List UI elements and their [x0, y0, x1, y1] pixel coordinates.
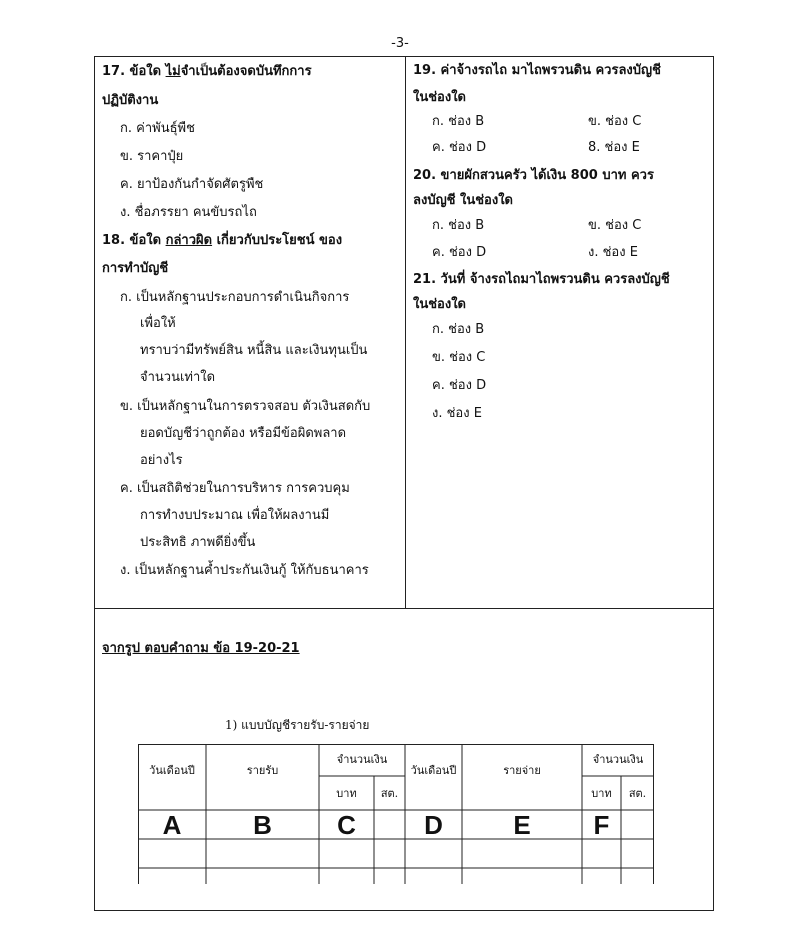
q19-choice-d: 8. ช่อง E [588, 140, 640, 155]
column-divider [405, 56, 406, 608]
q18-choice-b-line3: อย่างไร [140, 453, 183, 468]
q18-choice-c-line1: ค. เป็นสถิติช่วยในการบริหาร การควบคุม [120, 481, 350, 496]
header-date-income: วันเดือนปี [149, 764, 195, 777]
q18-stem-part: เกี่ยวกับประโยชน์ ของ [212, 233, 343, 248]
q17-choice-d: ง. ชื่อภรรยา คนขับรถไถ [120, 205, 257, 220]
q18-choice-d-line1: ง. เป็นหลักฐานค้ำประกันเงินกู้ ให้กับธนาคาร [120, 563, 369, 578]
q17-stem-part: จำเป็นต้องจดบันทึกการ [180, 64, 312, 79]
q19-stem-line1: 19. ค่าจ้างรถไถ มาไถพรวนดิน ควรลงบัญชี [413, 63, 661, 78]
q18-choice-b-line2: ยอดบัญชีว่าถูกต้อง หรือมีข้อผิดพลาด [140, 426, 347, 441]
header-amount-expense: จำนวนเงิน [592, 753, 644, 766]
q20-stem-line2: ลงบัญชี ในช่องใด [413, 193, 513, 208]
q17-stem-part: 17. ข้อใด [102, 64, 166, 79]
column-letter-b: B [253, 810, 272, 840]
q18-choice-c-line2: การทำงบประมาณ เพื่อให้ผลงานมี [140, 508, 330, 523]
q19-choice-c: ค. ช่อง D [432, 140, 487, 155]
q17-stem-emphasis: ไม่ [165, 64, 181, 79]
column-letter-f: F [593, 810, 610, 840]
q17-stem-line2: ปฏิบัติงาน [102, 93, 159, 108]
q17-stem [102, 64, 312, 80]
q19-choice-a: ก. ช่อง B [432, 114, 485, 129]
header-satang-expense: สต. [628, 787, 647, 800]
q21-stem-line1: 21. วันที่ จ้างรถไถมาไถพรวนดิน ควรลงบัญชี [413, 272, 670, 287]
q18-choice-a-line3: ทราบว่ามีทรัพย์สิน หนี้สิน และเงินทุนเป็น [140, 343, 368, 358]
q17-choice-a: ก. ค่าพันธุ์พืช [120, 121, 195, 136]
q17-choice-c: ค. ยาป้องกันกำจัดศัตรูพืช [120, 177, 264, 192]
q18-choice-a-line4: จำนวนเท่าใด [140, 370, 216, 385]
q19-choice-b: ข. ช่อง C [588, 114, 642, 129]
q18-choice-b-line1: ข. เป็นหลักฐานในการตรวจสอบ ตัวเงินสดกับ [120, 399, 371, 414]
section-divider [94, 608, 714, 609]
ledger-table [138, 744, 654, 884]
q20-choice-d: ง. ช่อง E [588, 245, 638, 260]
figure-heading: จากรูป ตอบคำถาม ข้อ 19-20-21 [102, 641, 300, 656]
q18-stem-emphasis: กล่าวผิด [165, 233, 213, 248]
q20-stem-line1: 20. ขายผักสวนครัว ได้เงิน 800 บาท ควร [413, 168, 654, 183]
q18-choice-a-line2: เพื่อให้ [140, 316, 176, 331]
q18-stem [102, 233, 342, 249]
q21-choice-d: ง. ช่อง E [432, 406, 482, 421]
header-baht-income: บาท [336, 787, 357, 800]
header-baht-expense: บาท [591, 787, 612, 800]
q20-choice-b: ข. ช่อง C [588, 218, 642, 233]
column-letter-a: A [162, 810, 182, 840]
q18-choice-c-line3: ประสิทธิ ภาพดียิ่งขึ้น [140, 535, 256, 550]
q18-stem-line2: การทำบัญชี [102, 261, 169, 276]
header-date-expense: วันเดือนปี [410, 764, 457, 777]
header-expense: รายจ่าย [503, 764, 541, 777]
q20-choice-a: ก. ช่อง B [432, 218, 485, 233]
header-satang-income: สต. [380, 787, 399, 800]
q20-choice-c: ค. ช่อง D [432, 245, 487, 260]
column-letter-e: E [513, 810, 531, 840]
q19-stem-line2: ในช่องใด [413, 90, 467, 105]
header-income: รายรับ [246, 764, 279, 777]
q21-stem-line2: ในช่องใด [413, 297, 467, 312]
q18-choice-a-line1: ก. เป็นหลักฐานประกอบการดำเนินกิจการ [120, 290, 350, 305]
header-amount-income: จำนวนเงิน [336, 753, 388, 766]
column-letter-d: D [424, 810, 443, 840]
page-number: -3- [391, 36, 409, 51]
q17-choice-b: ข. ราคาปุ๋ย [120, 149, 184, 164]
q18-stem-part: 18. ข้อใด [102, 233, 166, 248]
q21-choice-b: ข. ช่อง C [432, 350, 486, 365]
column-letter-c: C [337, 810, 356, 840]
q21-choice-c: ค. ช่อง D [432, 378, 487, 393]
q21-choice-a: ก. ช่อง B [432, 322, 485, 337]
figure-caption: 1) แบบบัญชีรายรับ-รายจ่าย [225, 718, 370, 732]
